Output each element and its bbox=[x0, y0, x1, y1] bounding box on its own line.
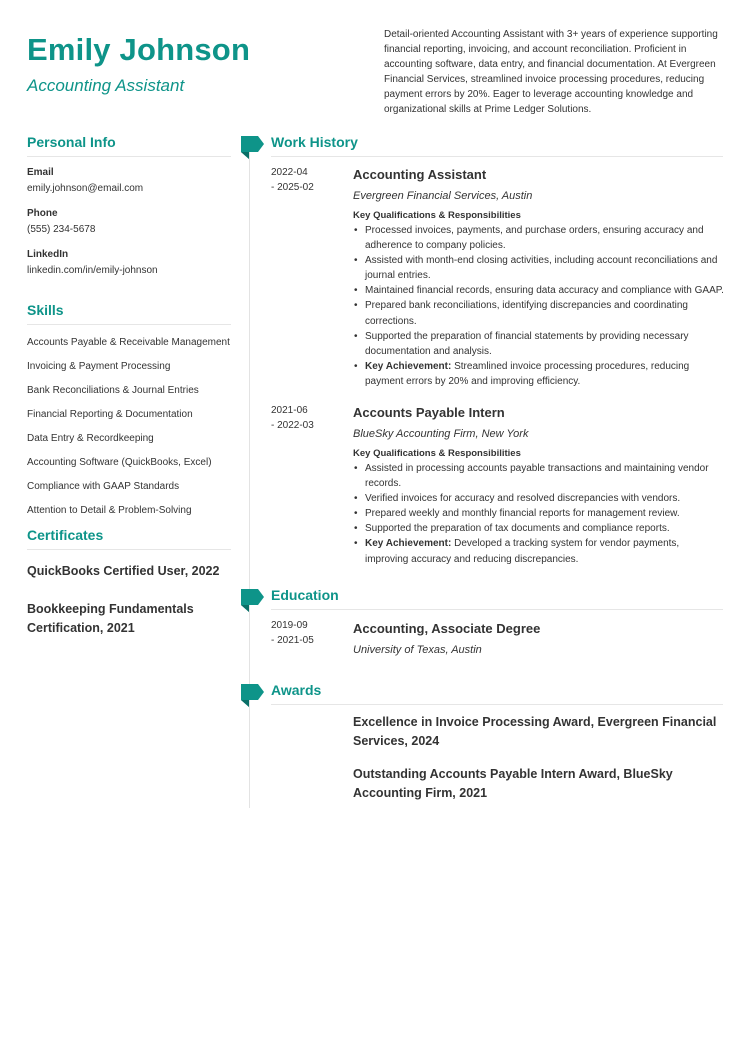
linkedin-block bbox=[27, 249, 231, 276]
achievement-text: Streamlined invoice processing procedures, reducing payment errors by 20% and improving efficiency. bbox=[365, 360, 690, 387]
responsibilities-label: Key Qualifications & Responsibilities bbox=[353, 448, 521, 459]
phone-block bbox=[27, 208, 231, 235]
achievement-item bbox=[353, 536, 725, 566]
job-entry bbox=[353, 405, 725, 567]
degree-title: Accounting, Associate Degree bbox=[353, 621, 541, 636]
profile-summary: Detail-oriented Accounting Assistant with 3+ years of experience supporting financial reporting, invoicing, and account reconciliation. Proficient in accounting software, data entry, and financial documentation. At Evergreen Financial Services, streamlined invoice processing procedures, reducing payment errors by 20%. Eager to leverage accounting knowledge and organizational skills at Prime Ledger Solutions. bbox=[384, 29, 718, 116]
email-value[interactable]: emily.johnson@email.com bbox=[27, 183, 144, 194]
work-history-heading: Work History bbox=[271, 134, 723, 157]
left-column bbox=[27, 134, 231, 638]
candidate-name: Emily Johnson bbox=[27, 32, 251, 67]
email-label: Email bbox=[27, 167, 54, 178]
education-date-start: 2019-09 bbox=[271, 620, 308, 631]
responsibility-item: • Verified invoices for accuracy and resolved discrepancies with vendors. bbox=[353, 491, 725, 506]
responsibility-item: • Prepared bank reconciliations, identifying discrepancies and coordinating corrections. bbox=[353, 298, 725, 328]
personal-info-heading: Personal Info bbox=[27, 134, 231, 157]
education-heading: Education bbox=[271, 587, 723, 610]
skill-item: Invoicing & Payment Processing bbox=[27, 361, 171, 372]
job-date bbox=[271, 403, 341, 433]
skills-heading: Skills bbox=[27, 302, 231, 325]
job-entry bbox=[353, 167, 725, 389]
responsibilities-label: Key Qualifications & Responsibilities bbox=[353, 210, 521, 221]
job-title: Accounting Assistant bbox=[353, 167, 487, 182]
skill-item: Bank Reconciliations & Journal Entries bbox=[27, 385, 199, 396]
phone-value[interactable]: (555) 234-5678 bbox=[27, 224, 96, 235]
section-flag-icon bbox=[241, 136, 265, 160]
certificate-item: Bookkeeping Fundamentals Certification, 2021 bbox=[27, 602, 194, 635]
responsibility-item: • Supported the preparation of tax documents and compliance reports. bbox=[353, 521, 725, 536]
section-flag-icon bbox=[241, 684, 265, 708]
school-name: University of Texas, Austin bbox=[353, 644, 482, 656]
award-item: Outstanding Accounts Payable Intern Award, BlueSky Accounting Firm, 2021 bbox=[353, 767, 673, 800]
education-date-end: - 2021-05 bbox=[271, 635, 314, 647]
job-company: BlueSky Accounting Firm, New York bbox=[353, 428, 529, 440]
responsibilities-list bbox=[353, 461, 725, 567]
responsibility-item: • Assisted with month-end closing activities, including account reconciliations and journal entries. bbox=[353, 253, 725, 283]
achievement-label: Key Achievement: bbox=[365, 360, 452, 372]
skill-item: Data Entry & Recordkeeping bbox=[27, 433, 154, 444]
certificate-item: QuickBooks Certified User, 2022 bbox=[27, 564, 220, 578]
responsibility-item: • Supported the preparation of financial statements by providing necessary documentation and analysis. bbox=[353, 329, 725, 359]
skill-item: Accounting Software (QuickBooks, Excel) bbox=[27, 457, 212, 468]
job-company: Evergreen Financial Services, Austin bbox=[353, 190, 533, 202]
education-entry bbox=[353, 621, 725, 656]
phone-label: Phone bbox=[27, 208, 58, 219]
email-block bbox=[27, 167, 231, 194]
award-item: Excellence in Invoice Processing Award, Evergreen Financial Services, 2024 bbox=[353, 715, 717, 748]
linkedin-value[interactable]: linkedin.com/in/emily-johnson bbox=[27, 265, 158, 276]
skill-item: Compliance with GAAP Standards bbox=[27, 481, 180, 492]
job-date-start: 2022-04 bbox=[271, 167, 308, 178]
certificates-heading: Certificates bbox=[27, 527, 231, 550]
linkedin-label: LinkedIn bbox=[27, 249, 69, 260]
achievement-item bbox=[353, 359, 725, 389]
job-title: Accounts Payable Intern bbox=[353, 405, 505, 420]
responsibility-item: • Assisted in processing accounts payable transactions and maintaining vendor records. bbox=[353, 461, 725, 491]
skills-list bbox=[27, 335, 231, 518]
skill-item: Financial Reporting & Documentation bbox=[27, 409, 193, 420]
skill-item: Attention to Detail & Problem-Solving bbox=[27, 505, 192, 516]
education-date bbox=[271, 618, 341, 648]
responsibility-item: • Maintained financial records, ensuring data accuracy and compliance with GAAP. bbox=[353, 283, 725, 298]
achievement-text: Developed a tracking system for vendor payments, improving accuracy and reducing discrepancies. bbox=[365, 538, 680, 565]
responsibilities-list bbox=[353, 223, 725, 389]
timeline-line bbox=[249, 150, 250, 808]
job-date-start: 2021-06 bbox=[271, 405, 308, 416]
job-date-end: - 2022-03 bbox=[271, 420, 314, 432]
responsibility-item: • Processed invoices, payments, and purchase orders, ensuring accuracy and adherence to company policies. bbox=[353, 223, 725, 253]
responsibility-item: • Prepared weekly and monthly financial reports for management review. bbox=[353, 506, 725, 521]
section-flag-icon bbox=[241, 589, 265, 613]
achievement-label: Key Achievement: bbox=[365, 538, 452, 550]
skill-item: Accounts Payable & Receivable Management bbox=[27, 337, 230, 348]
awards-heading: Awards bbox=[271, 682, 723, 705]
job-date bbox=[271, 165, 341, 195]
job-date-end: - 2025-02 bbox=[271, 182, 314, 194]
candidate-title: Accounting Assistant bbox=[27, 76, 185, 95]
